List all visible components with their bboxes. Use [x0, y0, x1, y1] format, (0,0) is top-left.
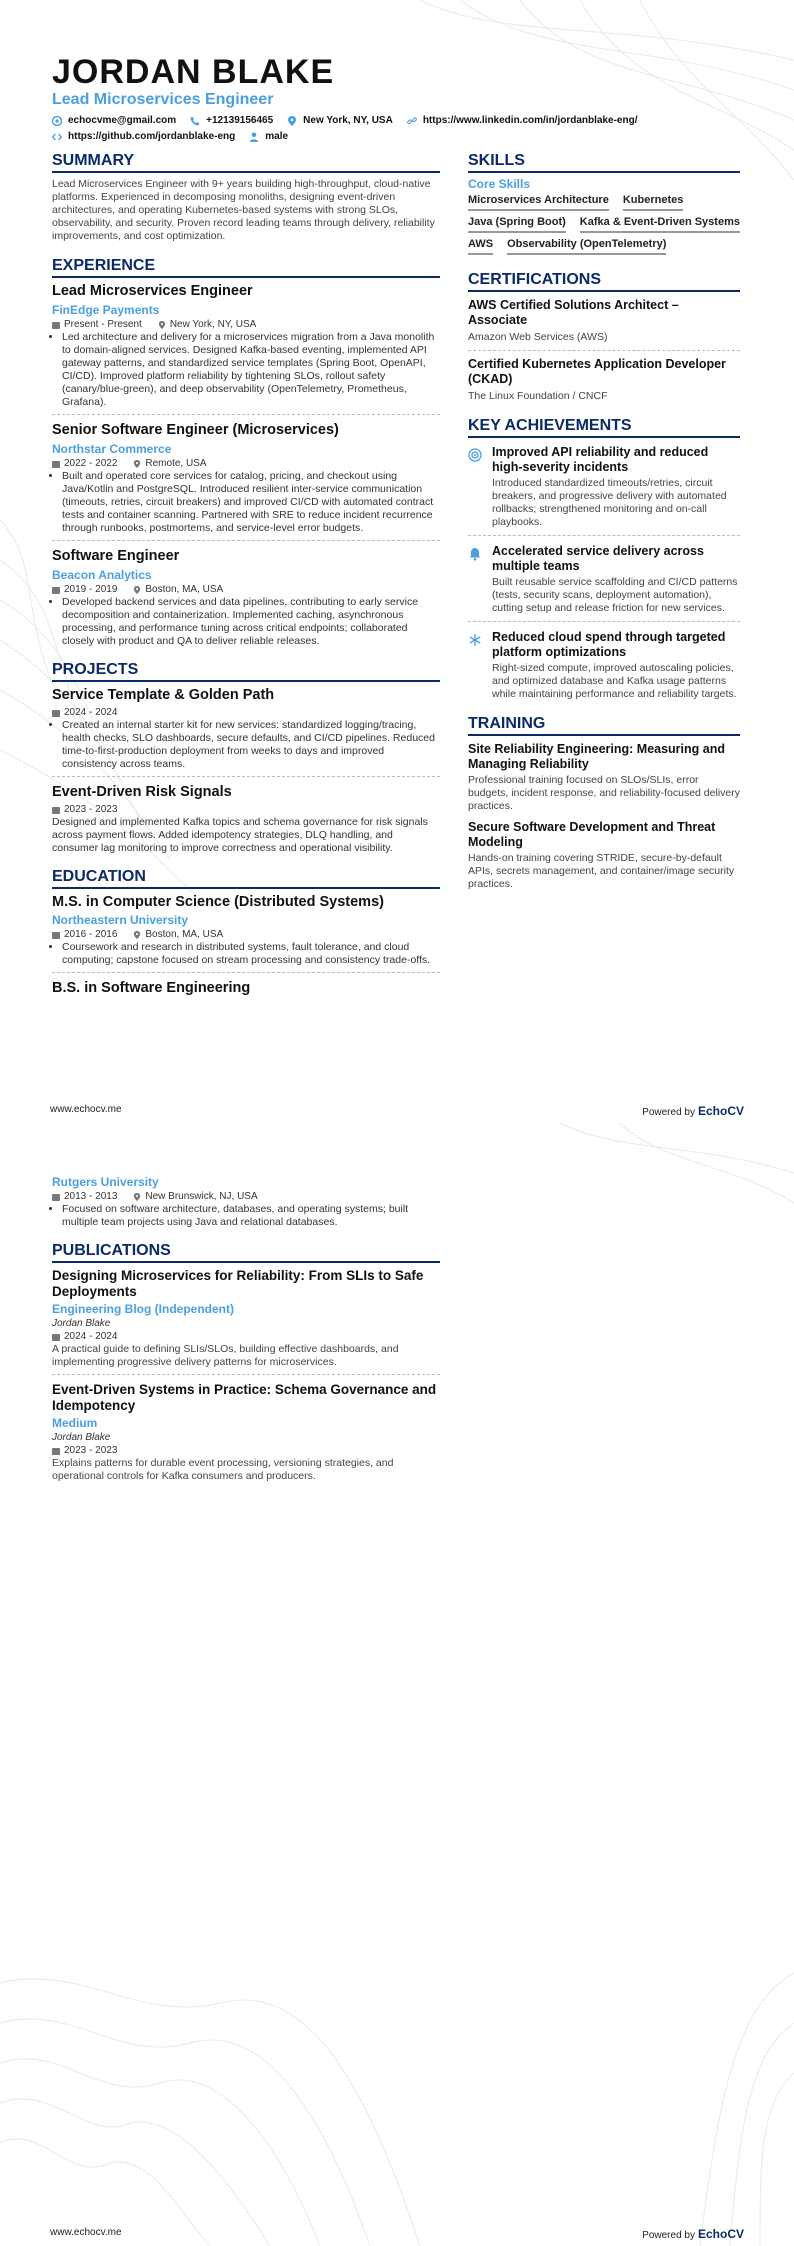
education-heading: EDUCATION — [52, 868, 440, 889]
job-meta — [52, 318, 440, 331]
job-dates: Present - Present — [64, 319, 142, 330]
job-title: Senior Software Engineer (Microservices) — [52, 422, 339, 438]
education-meta — [52, 1190, 440, 1203]
page-footer — [50, 2227, 744, 2241]
skill-tag: AWS — [468, 238, 493, 255]
training-desc: Professional training focused on SLOs/SLIs, error budgets, incident response, and reliability-focused delivery practices. — [468, 774, 740, 812]
contact-github[interactable] — [52, 131, 235, 142]
certifications-heading: CERTIFICATIONS — [468, 271, 740, 292]
training-title: Site Reliability Engineering: Measuring and Managing Reliability — [468, 742, 725, 771]
project-item — [52, 687, 440, 777]
company-name: Northstar Commerce — [52, 442, 172, 456]
project-meta — [52, 803, 440, 816]
snowflake-icon — [468, 633, 482, 647]
skill-tags — [468, 194, 740, 255]
target-icon — [468, 448, 482, 462]
job-location: Boston, MA, USA — [145, 584, 224, 595]
left-column — [52, 152, 440, 997]
contact-linkedin[interactable] — [407, 115, 638, 126]
contact-phone-text: +12139156465 — [206, 115, 274, 126]
publication-item — [52, 1268, 440, 1375]
location-icon — [133, 460, 141, 468]
publication-desc: Explains patterns for durable event processing, versioning strategies, and operational controls for Kafka consumers and producers. — [52, 1457, 394, 1482]
publication-author: Jordan Blake — [52, 1432, 111, 1443]
bell-icon — [468, 547, 482, 561]
location-icon — [133, 586, 141, 594]
footer-powered-by — [642, 2227, 744, 2241]
experience-item — [52, 283, 440, 415]
job-location: New York, NY, USA — [169, 319, 257, 330]
footer-brand[interactable]: EchoCV — [697, 1104, 744, 1118]
summary-heading: SUMMARY — [52, 152, 440, 173]
candidate-name: JORDAN BLAKE — [52, 53, 335, 91]
calendar-icon — [52, 931, 60, 939]
page-footer — [50, 1104, 744, 1118]
publication-meta — [52, 1330, 440, 1343]
project-dates: 2023 - 2023 — [64, 804, 118, 815]
left-column-continued — [52, 1175, 440, 1495]
project-bullets — [52, 719, 440, 771]
education-bullets — [52, 1203, 440, 1229]
link-icon — [407, 116, 417, 126]
contact-email[interactable] — [52, 115, 176, 126]
achievement-item — [468, 630, 740, 707]
footer-brand[interactable]: EchoCV — [697, 2227, 744, 2241]
at-icon — [52, 116, 62, 126]
job-dates: 2022 - 2022 — [64, 458, 118, 469]
contact-gender-text: male — [265, 131, 289, 142]
company-name: Beacon Analytics — [52, 568, 152, 582]
calendar-icon — [52, 709, 60, 717]
publication-dates: 2024 - 2024 — [64, 1331, 118, 1342]
training-title: Secure Software Development and Threat Modeling — [468, 820, 716, 849]
job-bullet: • Built and operated core services for catalog, pricing, and checkout using Java/Kotlin and PostgreSQL. Introduced resilient inter-service communication (timeouts, retries, circuit breakers) and improved CI/CD with automated contract tests and container scanning. Partnered with SRE to reduce incident recurrence through runbooks, postmortems, and service-level error budgets. — [62, 470, 440, 535]
footer-url[interactable]: www.echocv.me — [50, 2227, 122, 2238]
achievement-title: Reduced cloud spend through targeted platform optimizations — [492, 630, 726, 659]
experience-item — [52, 548, 440, 653]
education-item — [52, 1175, 440, 1234]
job-bullet: • Led architecture and delivery for a microservices migration from a Java monolith to domain-aligned services. Designed Kafka-based eventing, implemented API gateway patterns, and standardized service templates (Spring Boot, OpenAPI, CI/CD). Improved platform reliability by tightening SLOs, rollout safety (canary/blue-green), and deep observability (OpenTelemetry, Prometheus, Grafana). — [62, 331, 440, 409]
degree-title: M.S. in Computer Science (Distributed Systems) — [52, 894, 384, 910]
contact-gender — [249, 131, 288, 142]
experience-item — [52, 422, 440, 541]
education-bullet: • Focused on software architecture, databases, and operating systems; built multiple team projects using Java and relational databases. — [62, 1203, 440, 1229]
education-item — [52, 894, 440, 973]
publication-meta — [52, 1444, 440, 1457]
project-meta — [52, 706, 440, 719]
training-heading: TRAINING — [468, 715, 740, 736]
education-meta — [52, 928, 440, 941]
publication-desc: A practical guide to defining SLIs/SLOs, building effective dashboards, and implementing progressive delivery patterns for microservices. — [52, 1343, 399, 1368]
calendar-icon — [52, 321, 60, 329]
publication-title: Event-Driven Systems in Practice: Schema Governance and Idempotency — [52, 1382, 437, 1413]
projects-heading: PROJECTS — [52, 661, 440, 682]
achievement-item — [468, 445, 740, 536]
skill-tag: Kafka & Event-Driven Systems — [580, 216, 740, 233]
degree-title: B.S. in Software Engineering — [52, 980, 251, 996]
job-dates: 2019 - 2019 — [64, 584, 118, 595]
footer-powered-prefix: Powered by — [642, 2230, 695, 2241]
achievement-desc: Built reusable service scaffolding and CI/CD patterns (tests, security scans, deployment automation), cutting setup and release friction for new services. — [492, 576, 738, 614]
school-name: Northeastern University — [52, 913, 189, 927]
code-icon — [52, 132, 62, 142]
project-bullet: • Created an internal starter kit for new services: standardized logging/tracing, health checks, SLO dashboards, secure defaults, and CI/CD pipelines. Reduced time-to-first-production deployment from weeks to days and improved consistency across teams. — [62, 719, 440, 771]
publication-publisher: Medium — [52, 1416, 98, 1430]
job-bullet: • Developed backend services and data pipelines, contributing to early service decomposition and containerization. Implemented caching, asynchronous processing, and performance tuning across critical endpoints; collaborated closely with product and QA to deliver reliable releases. — [62, 596, 440, 648]
achievement-desc: Right-sized compute, improved autoscaling policies, and optimized database and Kafka usage patterns while maintaining performance and reliability targets. — [492, 662, 737, 700]
contact-phone[interactable] — [190, 115, 273, 126]
footer-powered-prefix: Powered by — [642, 1107, 695, 1118]
cert-item — [468, 298, 740, 351]
calendar-icon — [52, 1193, 60, 1201]
contact-email-text: echocvme@gmail.com — [68, 115, 177, 126]
summary-text: Lead Microservices Engineer with 9+ years building high-throughput, cloud-native platforms. Experienced in decomposing monoliths, designing event-driven architectures, and operating Kubernetes-based systems with strong SLOs, observability, and security. Proven record leading teams through delivery, reliability improvements, and cost optimization. — [52, 178, 435, 242]
skill-tag: Kubernetes — [623, 194, 684, 211]
job-location: Remote, USA — [145, 458, 207, 469]
publication-title: Designing Microservices for Reliability: From SLIs to Safe Deployments — [52, 1268, 424, 1299]
location-icon — [133, 1193, 141, 1201]
calendar-icon — [52, 806, 60, 814]
publication-author: Jordan Blake — [52, 1318, 111, 1329]
project-title: Service Template & Golden Path — [52, 687, 275, 703]
education-bullet: • Coursework and research in distributed systems, fault tolerance, and cloud computing; capstone focused on stream processing and consistency trade-offs. — [62, 941, 440, 967]
education-location: New Brunswick, NJ, USA — [145, 1191, 258, 1202]
job-bullets — [52, 596, 440, 648]
project-desc: Designed and implemented Kafka topics and schema governance for risk signals across payment flows. Added idempotency strategies, DLQ handling, and consumer lag monitoring to improve correctness and operational visibility. — [52, 816, 428, 854]
footer-powered-by — [642, 1104, 744, 1118]
job-meta — [52, 583, 440, 596]
education-location: Boston, MA, USA — [145, 929, 224, 940]
candidate-title: Lead Microservices Engineer — [52, 91, 274, 108]
contact-linkedin-text: https://www.linkedin.com/in/jordanblake-eng/ — [422, 115, 638, 126]
right-column — [468, 152, 740, 898]
job-bullets — [52, 470, 440, 535]
achievement-title: Accelerated service delivery across multiple teams — [492, 544, 704, 573]
job-meta — [52, 457, 440, 470]
skills-subheading: Core Skills — [468, 177, 531, 191]
school-name: Rutgers University — [52, 1175, 159, 1189]
resume-page-2 — [0, 1123, 794, 2246]
job-title: Software Engineer — [52, 548, 180, 564]
cert-item — [468, 357, 740, 409]
user-icon — [249, 132, 259, 142]
publications-heading: PUBLICATIONS — [52, 1242, 440, 1263]
training-desc: Hands-on training covering STRIDE, secure-by-default APIs, secrets management, and container/image security practices. — [468, 852, 735, 890]
job-bullets — [52, 331, 440, 409]
experience-heading: EXPERIENCE — [52, 257, 440, 278]
skill-tag: Microservices Architecture — [468, 194, 609, 211]
cert-issuer: The Linux Foundation / CNCF — [468, 390, 608, 402]
calendar-icon — [52, 1447, 60, 1455]
achievement-title: Improved API reliability and reduced high-severity incidents — [492, 445, 709, 474]
header — [52, 54, 742, 142]
calendar-icon — [52, 586, 60, 594]
skills-heading: SKILLS — [468, 152, 740, 173]
location-icon — [133, 931, 141, 939]
publication-dates: 2023 - 2023 — [64, 1445, 118, 1456]
cert-issuer: Amazon Web Services (AWS) — [468, 331, 608, 343]
job-title: Lead Microservices Engineer — [52, 283, 253, 299]
project-item — [52, 784, 440, 860]
calendar-icon — [52, 1333, 60, 1341]
education-dates: 2013 - 2013 — [64, 1191, 118, 1202]
calendar-icon — [52, 460, 60, 468]
education-dates: 2016 - 2016 — [64, 929, 118, 940]
achievements-heading: KEY ACHIEVEMENTS — [468, 417, 740, 438]
achievement-desc: Introduced standardized timeouts/retries, circuit breakers, and progressive delivery with automated rollbacks; strengthened monitoring and on-call playbooks. — [492, 477, 727, 528]
cert-title: Certified Kubernetes Application Developer (CKAD) — [468, 357, 726, 386]
cert-title: AWS Certified Solutions Architect – Associate — [468, 298, 679, 327]
contact-github-text: https://github.com/jordanblake-eng — [68, 131, 236, 142]
training-item — [468, 742, 740, 813]
project-dates: 2024 - 2024 — [64, 707, 118, 718]
contact-location-text: New York, NY, USA — [303, 115, 393, 126]
training-item — [468, 820, 740, 891]
publication-item — [52, 1382, 440, 1488]
company-name: FinEdge Payments — [52, 303, 160, 317]
contact-location — [287, 115, 393, 126]
contact-list — [52, 115, 742, 142]
phone-icon — [190, 116, 200, 126]
location-icon — [287, 116, 297, 126]
skill-tag: Java (Spring Boot) — [468, 216, 566, 233]
education-bullets — [52, 941, 440, 967]
publication-publisher: Engineering Blog (Independent) — [52, 1302, 234, 1316]
skill-tag: Observability (OpenTelemetry) — [507, 238, 666, 255]
achievement-item — [468, 544, 740, 622]
footer-url[interactable]: www.echocv.me — [50, 1104, 122, 1115]
project-title: Event-Driven Risk Signals — [52, 784, 232, 800]
location-icon — [158, 321, 166, 329]
